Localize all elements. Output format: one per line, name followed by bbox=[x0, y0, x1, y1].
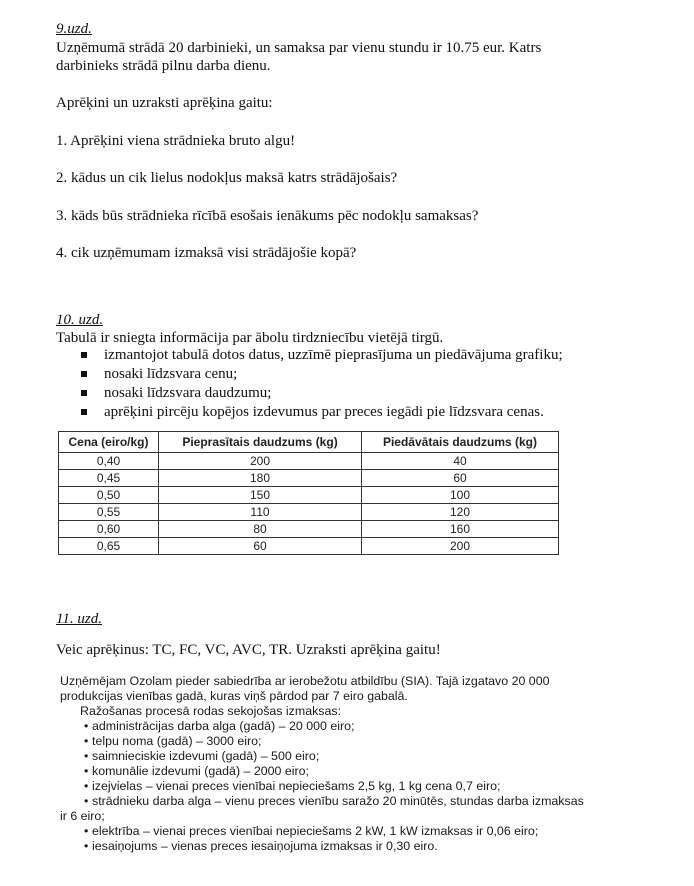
cost-item: • telpu noma (gadā) – 3000 eiro; bbox=[60, 734, 600, 749]
apple-market-table bbox=[58, 431, 559, 555]
cell-supply: 40 bbox=[362, 453, 559, 470]
table-row bbox=[59, 470, 559, 487]
cell-price: 0,45 bbox=[59, 470, 159, 487]
cell-supply: 120 bbox=[362, 504, 559, 521]
scan-intro-line2: produkcijas vienības gadā, kuras viņš pārdod par 7 eiro gabalā. bbox=[60, 689, 408, 703]
costs-list bbox=[60, 719, 600, 809]
table-row bbox=[59, 487, 559, 504]
cell-supply: 60 bbox=[362, 470, 559, 487]
header-price: Cena (eiro/kg) bbox=[59, 432, 159, 453]
section-10-bullet-list bbox=[56, 346, 563, 422]
cost-item: • strādnieku darba alga – vienu preces vienību saražo 20 minūtēs, stundas darba izmaksas bbox=[60, 794, 600, 809]
bullet-item: aprēķini pircēju kopējos izdevumus par preces iegādi pie līdzsvara cenas. bbox=[56, 403, 563, 422]
section-9-intro-line2: darbinieks strādā pilnu darba dienu. bbox=[56, 58, 271, 74]
costs-title: Ražošanas procesā rodas sekojošas izmaksas: bbox=[80, 704, 342, 718]
cost-item: • administrācijas darba alga (gadā) – 20 000 eiro; bbox=[60, 719, 600, 734]
cost-item-wrap: ir 6 eiro; bbox=[60, 809, 105, 823]
section-9-question-1: 1. Aprēķini viena strādnieka bruto algu! bbox=[56, 133, 296, 149]
table-row bbox=[59, 453, 559, 470]
cost-item: • komunālie izdevumi (gadā) – 2000 eiro; bbox=[60, 764, 600, 779]
header-supply: Piedāvātais daudzums (kg) bbox=[362, 432, 559, 453]
cell-price: 0,50 bbox=[59, 487, 159, 504]
cell-demand: 200 bbox=[159, 453, 362, 470]
section-11-task: Veic aprēķinus: TC, FC, VC, AVC, TR. Uzraksti aprēķina gaitu! bbox=[56, 642, 441, 658]
section-11-heading: 11. uzd. bbox=[56, 611, 102, 627]
cell-demand: 80 bbox=[159, 521, 362, 538]
table-row bbox=[59, 538, 559, 555]
table-row bbox=[59, 504, 559, 521]
cost-item: • iesaiņojums – vienas preces iesaiņojuma izmaksas ir 0,30 eiro. bbox=[60, 839, 600, 854]
cost-item: • elektrība – vienai preces vienībai nepieciešams 2 kW, 1 kW izmaksas ir 0,06 eiro; bbox=[60, 824, 600, 839]
cell-demand: 150 bbox=[159, 487, 362, 504]
cell-price: 0,65 bbox=[59, 538, 159, 555]
cell-supply: 200 bbox=[362, 538, 559, 555]
cell-price: 0,40 bbox=[59, 453, 159, 470]
cost-item: • izejvielas – vienai preces vienībai nepieciešams 2,5 kg, 1 kg cena 0,7 eiro; bbox=[60, 779, 600, 794]
section-9-heading: 9.uzd. bbox=[56, 21, 92, 37]
section-11-scanned-text bbox=[60, 674, 600, 854]
section-9-intro-line1: Uzņēmumā strādā 20 darbinieki, un samaksa par vienu stundu ir 10.75 eur. Katrs bbox=[56, 40, 542, 56]
table-row bbox=[59, 521, 559, 538]
header-demand: Pieprasītais daudzums (kg) bbox=[159, 432, 362, 453]
section-9-question-3: 3. kāds būs strādnieka rīcībā esošais ienākums pēc nodokļu samaksas? bbox=[56, 208, 479, 224]
table-header-row bbox=[59, 432, 559, 453]
cell-price: 0,55 bbox=[59, 504, 159, 521]
cell-supply: 160 bbox=[362, 521, 559, 538]
cell-demand: 110 bbox=[159, 504, 362, 521]
cell-price: 0,60 bbox=[59, 521, 159, 538]
cell-demand: 180 bbox=[159, 470, 362, 487]
section-10-intro: Tabulā ir sniegta informācija par ābolu tirdzniecību vietējā tirgū. bbox=[56, 330, 444, 346]
scan-intro-line1: Uzņēmējam Ozolam pieder sabiedrība ar ierobežotu atbildību (SIA). Tajā izgatavo 20 000 bbox=[60, 674, 550, 688]
cell-supply: 100 bbox=[362, 487, 559, 504]
bullet-item: izmantojot tabulā dotos datus, uzzīmē pieprasījuma un piedāvājuma grafiku; bbox=[56, 346, 563, 365]
section-9-question-2: 2. kādus un cik lielus nodokļus maksā katrs strādājošais? bbox=[56, 170, 398, 186]
cell-demand: 60 bbox=[159, 538, 362, 555]
cost-item: • saimnieciskie izdevumi (gadā) – 500 eiro; bbox=[60, 749, 600, 764]
section-9-task: Aprēķini un uzraksti aprēķina gaitu: bbox=[56, 95, 273, 111]
bullet-item: nosaki līdzsvara daudzumu; bbox=[56, 384, 563, 403]
section-10-heading: 10. uzd. bbox=[56, 312, 104, 328]
bullet-item: nosaki līdzsvara cenu; bbox=[56, 365, 563, 384]
section-9-question-4: 4. cik uzņēmumam izmaksā visi strādājošie kopā? bbox=[56, 245, 357, 261]
costs-list-continued bbox=[60, 824, 600, 854]
